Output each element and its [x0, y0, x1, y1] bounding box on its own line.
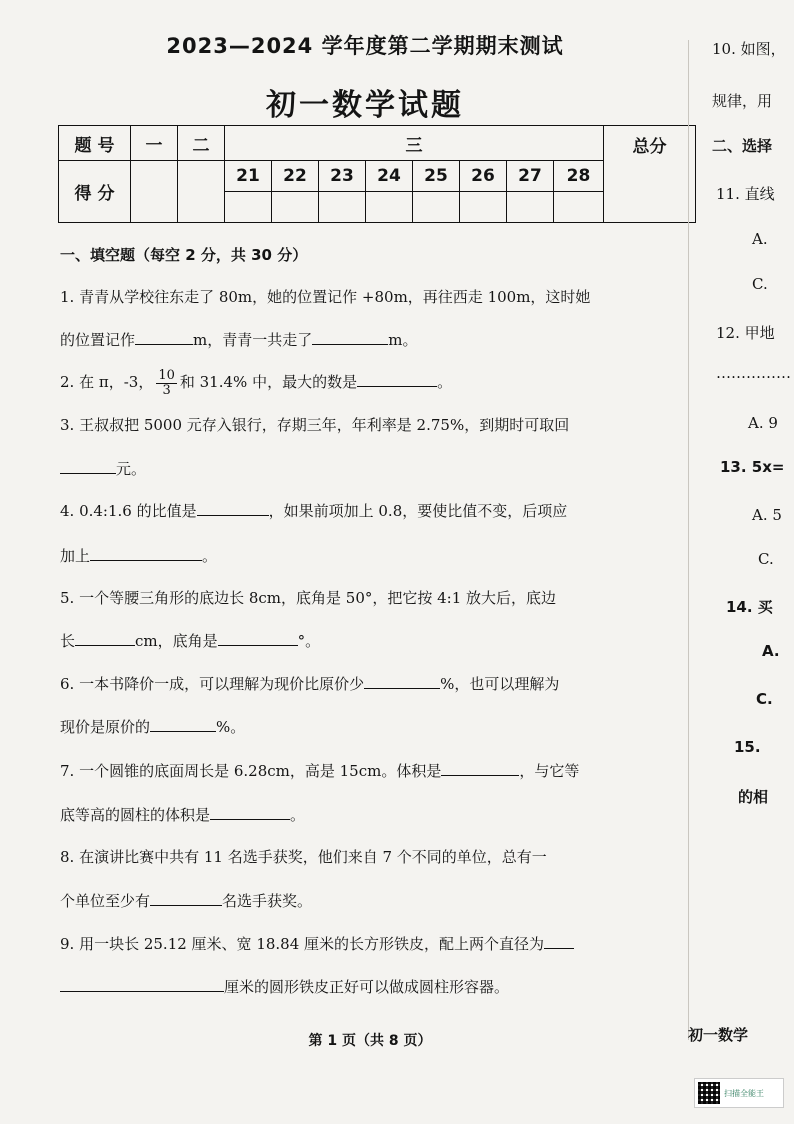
question-5-line-2: 长 cm，底角是 °。 — [60, 632, 321, 650]
score-cell — [413, 192, 460, 223]
sub-number: 22 — [272, 161, 319, 192]
answer-blank[interactable] — [150, 890, 222, 906]
page-divider — [688, 40, 689, 1040]
answer-blank[interactable] — [60, 458, 116, 474]
right-page-text: 14. 买 — [726, 598, 773, 616]
score-cell — [507, 192, 554, 223]
answer-blank[interactable] — [312, 329, 388, 345]
right-page-text: 11. 直线 — [716, 185, 775, 203]
fraction: $\frac{10}{3}$ — [158, 367, 175, 398]
right-page-text: 10. 如图， — [712, 40, 786, 58]
score-cell — [272, 192, 319, 223]
part1-header: 一 — [131, 126, 178, 161]
right-page-text: C. — [758, 550, 774, 568]
right-page-text: 12. 甲地 — [716, 324, 775, 342]
answer-blank[interactable] — [90, 545, 202, 561]
right-page-text: 二、选择 — [712, 137, 773, 155]
sub-number: 21 — [225, 161, 272, 192]
sub-number: 25 — [413, 161, 460, 192]
right-page-text: 规律，用 — [712, 92, 773, 110]
question-8-line-1: 8. 在演讲比赛中共有 11 名选手获奖，他们来自 7 个不同的单位，总有一 — [60, 848, 547, 866]
right-page-text: A. 9 — [748, 414, 778, 432]
sub-number: 28 — [554, 161, 604, 192]
question-4-line-2: 加上 。 — [60, 547, 218, 565]
score-cell-part2 — [178, 161, 225, 223]
score-cell — [460, 192, 507, 223]
total-header: 总分 — [604, 126, 696, 223]
page-number: 第 1 页（共 8 页） — [308, 1033, 432, 1049]
part2-header: 二 — [178, 126, 225, 161]
sub-number: 26 — [460, 161, 507, 192]
row-label-question: 题 号 — [59, 126, 131, 161]
question-2: 2. 在 π，-3， $\frac{10}{3}$ 和 31.4% 中，最大的数是 。 — [60, 367, 453, 398]
qr-code-icon — [698, 1082, 720, 1104]
question-9-line-2: 厘米的圆形铁皮正好可以做成圆柱形容器。 — [60, 976, 678, 997]
score-cell — [319, 192, 366, 223]
answer-blank[interactable] — [218, 630, 298, 646]
right-page-text: C. — [756, 690, 773, 708]
right-page-text: …………… — [716, 364, 791, 382]
right-page-text: 15. — [734, 738, 761, 756]
answer-blank[interactable] — [210, 804, 290, 820]
part3-header: 三 — [225, 126, 604, 161]
right-page-text: 13. 5x= — [720, 458, 785, 476]
score-cell — [225, 192, 272, 223]
right-page-text: A. — [752, 230, 768, 248]
exam-subtitle: 初一数学试题 — [266, 88, 464, 123]
row-label-score: 得 分 — [59, 161, 131, 223]
answer-blank[interactable] — [544, 933, 574, 949]
score-cell — [366, 192, 413, 223]
right-page-text: A. 5 — [752, 506, 782, 524]
score-cell-part1 — [131, 161, 178, 223]
question-9-line-1: 9. 用一块长 25.12 厘米、宽 18.84 厘米的长方形铁皮，配上两个直径为 — [60, 933, 678, 954]
right-page-text: 的相 — [738, 788, 769, 806]
question-5-line-1: 5. 一个等腰三角形的底边长 8cm，底角是 50°，把它按 4:1 放大后，底边 — [60, 589, 557, 607]
question-6-line-1: 6. 一本书降价一成，可以理解为现价比原价少 %，也可以理解为 — [60, 675, 560, 693]
question-3-line-1: 3. 王叔叔把 5000 元存入银行，存期三年，年利率是 2.75%，到期时可取回 — [60, 416, 570, 434]
score-cell — [554, 192, 604, 223]
answer-blank[interactable] — [441, 760, 519, 776]
answer-blank[interactable] — [75, 630, 135, 646]
question-4-line-1: 4. 0.4:1.6 的比值是 ，如果前项加上 0.8，要使比值不变，后项应 — [60, 502, 568, 520]
right-page-text: A. — [762, 642, 780, 660]
right-page-footer: 初一数学 — [688, 1026, 749, 1044]
answer-blank[interactable] — [364, 673, 440, 689]
question-1-line-2: 的位置记作 m，青青一共走了 m。 — [60, 331, 418, 349]
question-6-line-2: 现价是原价的 %。 — [60, 718, 246, 736]
section-heading-fill-blank: 一、填空题（每空 2 分，共 30 分） — [60, 246, 308, 264]
question-1-line-1: 1. 青青从学校往东走了 80m，她的位置记作 +80m，再往西走 100m，这时她 — [60, 288, 591, 306]
answer-blank[interactable] — [135, 329, 193, 345]
question-3-line-2: 元。 — [60, 458, 678, 479]
answer-blank[interactable] — [357, 371, 437, 387]
right-page-text: C. — [752, 275, 768, 293]
sub-number: 27 — [507, 161, 554, 192]
scanner-watermark — [694, 1078, 784, 1108]
question-7-line-2: 底等高的圆柱的体积是 。 — [60, 806, 306, 824]
question-7-line-1: 7. 一个圆锥的底面周长是 6.28cm，高是 15cm。体积是 ，与它等 — [60, 762, 580, 780]
answer-blank[interactable] — [150, 716, 216, 732]
question-8-line-2: 个单位至少有 名选手获奖。 — [60, 892, 313, 910]
answer-blank[interactable] — [60, 976, 224, 992]
score-table — [58, 125, 696, 223]
sub-number: 23 — [319, 161, 366, 192]
sub-number: 24 — [366, 161, 413, 192]
exam-title: 2023—2024 学年度第二学期期末测试 — [166, 34, 564, 58]
answer-blank[interactable] — [197, 500, 269, 516]
watermark-label: 扫描全能王 — [724, 1088, 764, 1098]
